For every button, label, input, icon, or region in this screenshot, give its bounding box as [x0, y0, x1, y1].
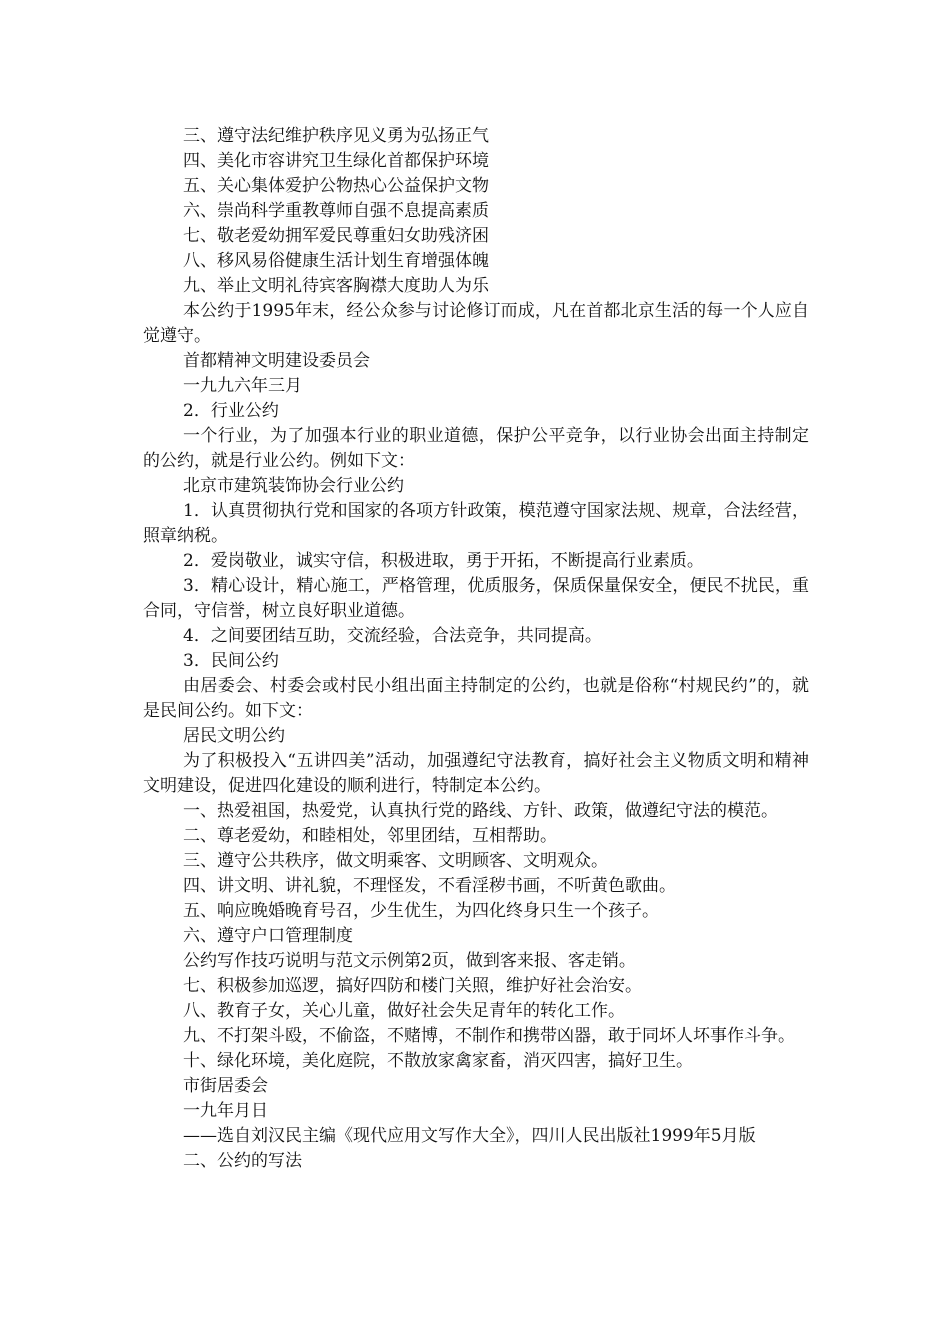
date-line: 一九年月日 — [183, 1101, 268, 1121]
signature-line: 首都精神文明建设委员会 — [183, 351, 370, 371]
section-heading: 二、公约的写法 — [183, 1151, 302, 1171]
paragraph: 八、教育子女，关心儿童，做好社会失足青年的转化工作。 — [183, 1001, 625, 1021]
example-title: 北京市建筑装饰协会行业公约 — [183, 476, 404, 496]
section-heading: 3．民间公约 — [183, 651, 279, 671]
paragraph: 八、移风易俗健康生活计划生育增强体魄 — [183, 251, 489, 271]
paragraph: 三、遵守公共秩序，做文明乘客、文明顾客、文明观众。 — [183, 851, 608, 871]
paragraph: 1．认真贯彻执行党和国家的各项方针政策，模范遵守国家法规、规章，合法经营，照章纳税。 — [143, 501, 809, 546]
paragraph: 4．之间要团结互助，交流经验，合法竞争，共同提高。 — [183, 626, 602, 646]
paragraph: 四、讲文明、讲礼貌，不理怪发，不看淫秽书画，不听黄色歌曲。 — [183, 876, 676, 896]
paragraph: 本公约于1995年末，经公众参与讨论修订而成，凡在首都北京生活的每一个人应自觉遵守。 — [143, 301, 809, 346]
paragraph: 由居委会、村委会或村民小组出面主持制定的公约，也就是俗称“村规民约”的，就是民间公约。如下文： — [143, 676, 809, 721]
document-body — [143, 124, 809, 1174]
paragraph: 2．爱岗敬业，诚实守信，积极进取，勇于开拓，不断提高行业素质。 — [183, 551, 704, 571]
paragraph: 二、尊老爱幼，和睦相处，邻里团结，互相帮助。 — [183, 826, 557, 846]
paragraph: 为了积极投入“五讲四美”活动，加强遵纪守法教育，搞好社会主义物质文明和精神文明建设，促进四化建设的顺利进行，特制定本公约。 — [143, 751, 809, 796]
signature-line: 市街居委会 — [183, 1076, 268, 1096]
paragraph: 七、积极参加巡逻，搞好四防和楼门关照，维护好社会治安。 — [183, 976, 642, 996]
paragraph: 五、关心集体爱护公物热心公益保护文物 — [183, 176, 489, 196]
paragraph: 四、美化市容讲究卫生绿化首都保护环境 — [183, 151, 489, 171]
source-citation: ——选自刘汉民主编《现代应用文写作大全》，四川人民出版社1999年5月版 — [183, 1126, 756, 1146]
paragraph: 十、绿化环境，美化庭院，不散放家禽家畜，消灭四害，搞好卫生。 — [183, 1051, 693, 1071]
paragraph: 三、遵守法纪维护秩序见义勇为弘扬正气 — [183, 126, 489, 146]
paragraph: 七、敬老爱幼拥军爱民尊重妇女助残济困 — [183, 226, 489, 246]
paragraph: 六、崇尚科学重教尊师自强不息提高素质 — [183, 201, 489, 221]
date-line: 一九九六年三月 — [183, 376, 302, 396]
paragraph: 3．精心设计，精心施工，严格管理，优质服务，保质保量保安全，便民不扰民，重合同，守信誉，树立良好职业道德。 — [143, 576, 809, 621]
paragraph: 公约写作技巧说明与范文示例第2页，做到客来报、客走销。 — [183, 951, 636, 971]
section-heading: 2．行业公约 — [183, 401, 279, 421]
example-title: 居民文明公约 — [183, 726, 285, 746]
paragraph: 五、响应晚婚晚育号召，少生优生，为四化终身只生一个孩子。 — [183, 901, 659, 921]
paragraph: 九、举止文明礼待宾客胸襟大度助人为乐 — [183, 276, 489, 296]
paragraph: 六、遵守户口管理制度 — [183, 926, 353, 946]
paragraph: 九、不打架斗殴，不偷盗，不赌博，不制作和携带凶器，敢于同坏人坏事作斗争。 — [183, 1026, 795, 1046]
paragraph: 一个行业，为了加强本行业的职业道德，保护公平竞争，以行业协会出面主持制定的公约，就是行业公约。例如下文： — [143, 426, 809, 471]
paragraph: 一、热爱祖国，热爱党，认真执行党的路线、方针、政策，做遵纪守法的模范。 — [183, 801, 778, 821]
